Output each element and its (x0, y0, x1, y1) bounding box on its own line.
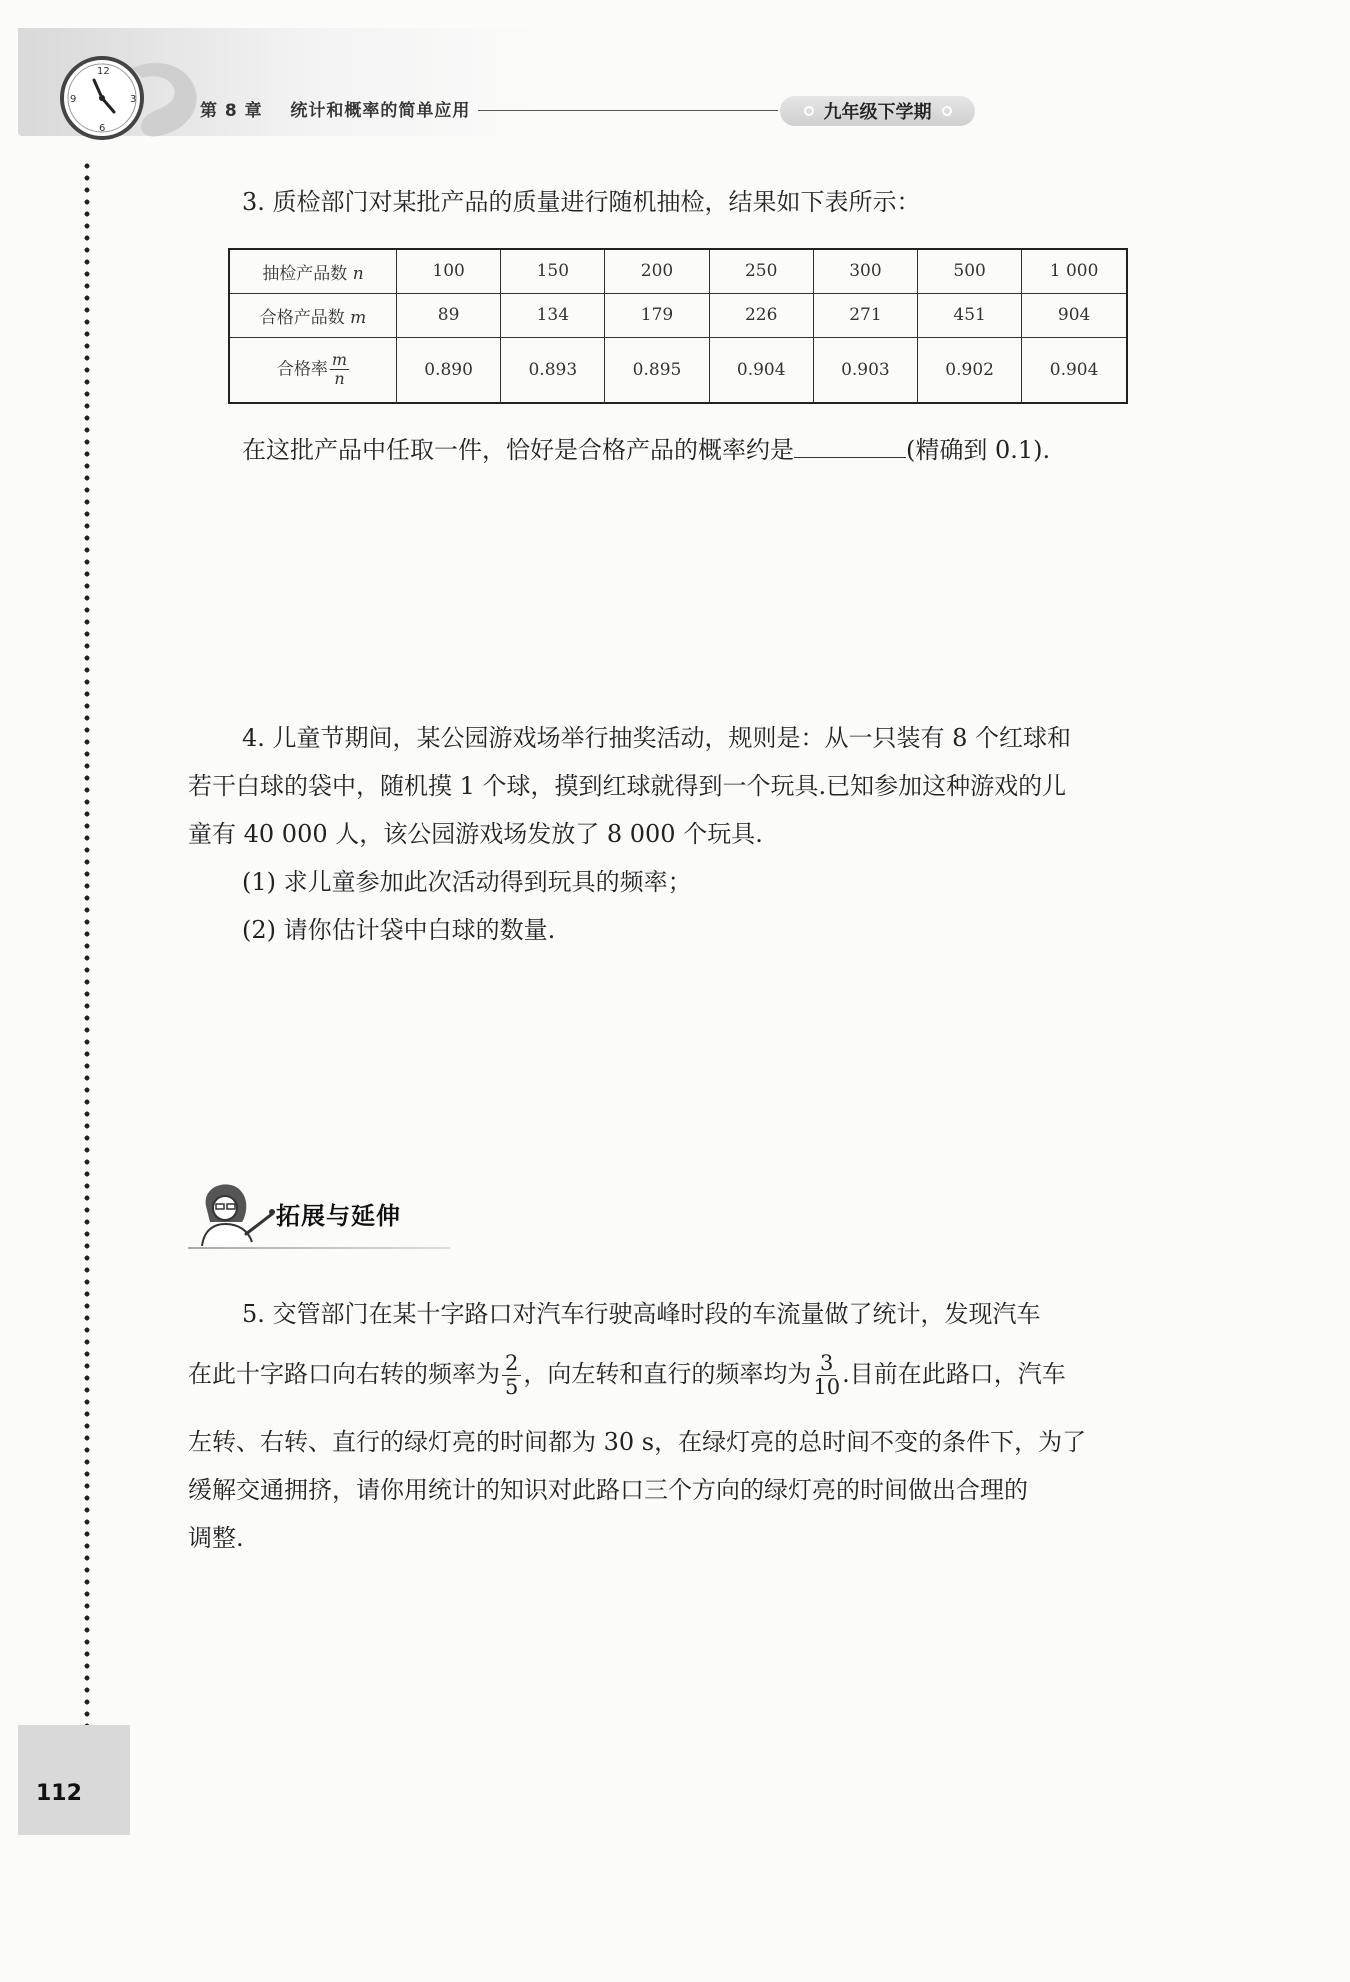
answer-blank (794, 431, 906, 458)
rate-fraction: $\frac{m}{n}$ (331, 349, 348, 389)
table-cell: 500 (918, 249, 1022, 293)
table-cell: 271 (813, 293, 917, 337)
clock-logo-icon (50, 48, 200, 148)
q4-line-2: 若干白球的袋中，随机摸 1 个球，摸到红球就得到一个玩具.已知参加这种游戏的儿 (188, 772, 1067, 800)
grade-badge (780, 96, 975, 126)
table-cell: 0.890 (397, 337, 501, 403)
fraction-three-tenths: $\frac{3}{10}$ (813, 1350, 841, 1399)
table-cell: 0.893 (501, 337, 605, 403)
table-cell: 0.904 (709, 337, 813, 403)
q3-prompt: 3. 质检部门对某批产品的质量进行随机抽检，结果如下表所示： (242, 188, 921, 216)
table-cell: 134 (501, 293, 605, 337)
teacher-icon (188, 1176, 278, 1248)
table-cell: 0.895 (605, 337, 709, 403)
svg-text:9: 9 (70, 94, 77, 105)
row-header-sampled: 抽检产品数 n (229, 249, 397, 293)
q4-line-3: 童有 40 000 人，该公园游戏场发放了 8 000 个玩具. (188, 820, 763, 848)
table-cell: 226 (709, 293, 813, 337)
grade-label: 九年级下学期 (823, 102, 932, 123)
q4-sub-1: (1) 求儿童参加此次活动得到玩具的频率； (242, 868, 692, 896)
page-number: 112 (36, 1781, 82, 1806)
chapter-title: 统计和概率的简单应用 (290, 101, 471, 121)
q4-line-1: 4. 儿童节期间，某公园游戏场举行抽奖活动，规则是：从一只装有 8 个红球和 (242, 724, 1072, 752)
table-cell: 0.903 (813, 337, 917, 403)
table-cell: 100 (397, 249, 501, 293)
table-row (229, 337, 1127, 403)
table-cell: 200 (605, 249, 709, 293)
q5-line-2: 在此十字路口向右转的频率为 $\frac{2}{5}$ ，向左转和直行的频率均为 $\frac{3}{10}$ .目前在此路口，汽车 (188, 1350, 1066, 1399)
table-row (229, 293, 1127, 337)
dotted-margin (84, 160, 90, 1730)
table-cell: 1 000 (1022, 249, 1127, 293)
badge-dot-right (942, 106, 952, 116)
q3-question: 在这批产品中任取一件，恰好是合格产品的概率约是 (精确到 0.1). (242, 426, 1050, 474)
chapter-heading (200, 96, 470, 121)
header-divider (478, 110, 778, 111)
q5-line-5: 调整. (188, 1524, 244, 1552)
table-cell: 150 (501, 249, 605, 293)
table-cell: 300 (813, 249, 917, 293)
row-header-qualified: 合格产品数 m (229, 293, 397, 337)
table-cell: 0.902 (918, 337, 1022, 403)
page-number-box (18, 1725, 130, 1835)
fraction-two-fifths: $\frac{2}{5}$ (502, 1352, 521, 1399)
section-title: 拓展与延伸 (276, 1202, 401, 1230)
table-row (229, 249, 1127, 293)
q5-line-3: 左转、右转、直行的绿灯亮的时间都为 30 s，在绿灯亮的总时间不变的条件下，为了 (188, 1428, 1087, 1456)
svg-text:12: 12 (97, 66, 110, 77)
table-cell: 250 (709, 249, 813, 293)
chapter-number: 第 8 章 (200, 101, 263, 121)
row-header-rate: 合格率 $\frac{m}{n}$ (229, 337, 397, 403)
q5-line-4: 缓解交通拥挤，请你用统计的知识对此路口三个方向的绿灯亮的时间做出合理的 (188, 1476, 1028, 1504)
q5-line-1: 5. 交管部门在某十字路口对汽车行驶高峰时段的车流量做了统计，发现汽车 (242, 1300, 1041, 1328)
svg-text:6: 6 (99, 123, 106, 134)
table-cell: 904 (1022, 293, 1127, 337)
badge-dot-left (804, 106, 814, 116)
table-cell: 451 (918, 293, 1022, 337)
q4-sub-2: (2) 请你估计袋中白球的数量. (242, 916, 556, 944)
table-cell: 0.904 (1022, 337, 1127, 403)
table-cell: 89 (397, 293, 501, 337)
section-underline (188, 1247, 450, 1249)
svg-text:3: 3 (130, 94, 137, 105)
inspection-table (228, 248, 1128, 404)
table-cell: 179 (605, 293, 709, 337)
